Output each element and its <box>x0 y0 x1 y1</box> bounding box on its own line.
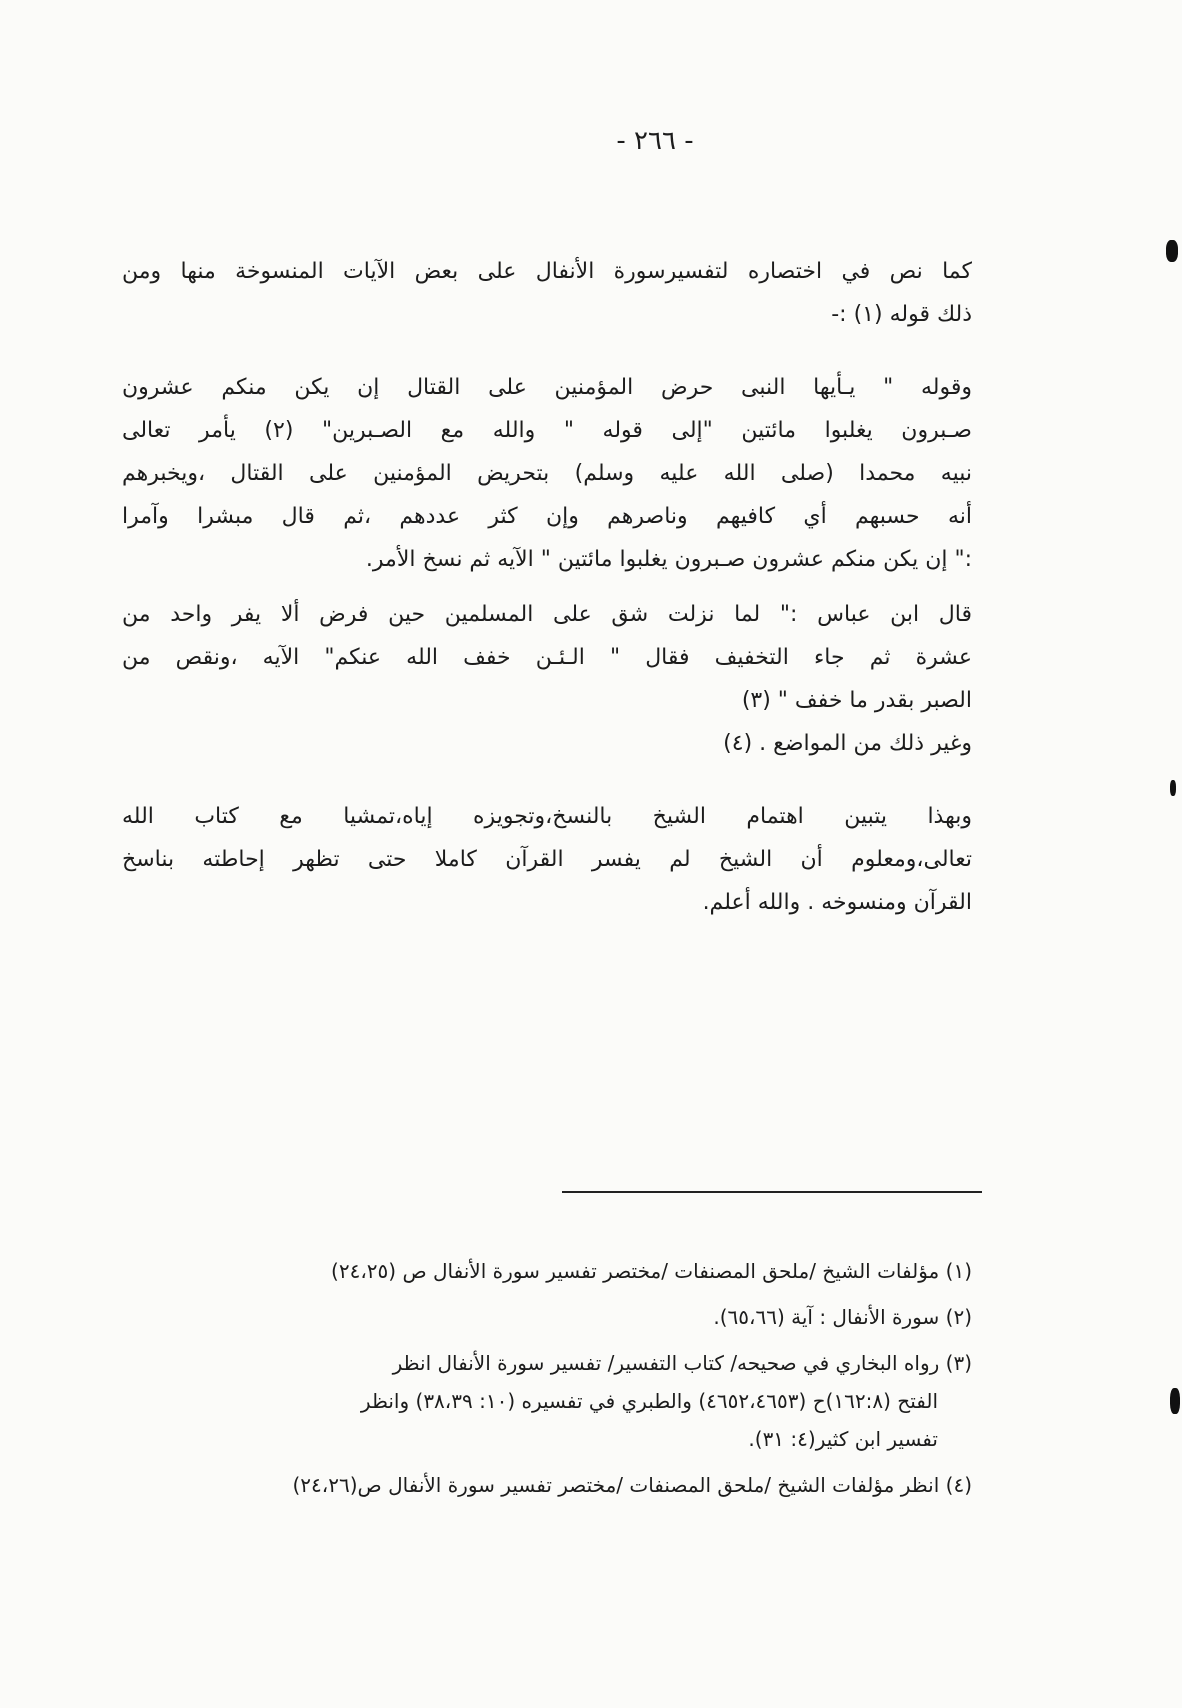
text-line: القرآن ومنسوخه . والله أعلم. <box>702 890 972 915</box>
paragraph-2 <box>122 366 972 581</box>
main-text <box>122 250 972 936</box>
text-line: تعالى،ومعلوم أن الشيخ لم يفسر القرآن كاملا حتى تظهر إحاطته بناسخ <box>122 847 972 872</box>
text-line: :" إن يكن منكم عشرون صـبرون يغلبوا مائتين " الآيه ثم نسخ الأمر. <box>365 547 972 572</box>
footnote-1 <box>92 1252 972 1290</box>
footnote-separator <box>562 1191 982 1193</box>
footnote-line: (٣) رواه البخاري في صحيحه/ كتاب التفسير/ تفسير سورة الأنفال انظر <box>392 1351 972 1375</box>
footnote-line: (٢) سورة الأنفال : آية (٦٥،٦٦). <box>713 1305 972 1329</box>
footnote-line: (١) مؤلفات الشيخ /ملحق المصنفات /مختصر تفسير سورة الأنفال ص (٢٤،٢٥) <box>331 1259 972 1283</box>
footnote-line: الفتح (١٦٢:٨)ح (٤٦٥٢،٤٦٥٣) والطبري في تفسيره (١٠: ٣٨،٣٩) وانظر <box>360 1389 938 1413</box>
text-line: ذلك قوله (١) :- <box>831 302 972 327</box>
text-line: وغير ذلك من المواضع . (٤) <box>723 731 972 756</box>
scan-mark <box>1166 240 1178 262</box>
text-line: قال ابن عباس :" لما نزلت شق على المسلمين حين فرض ألا يفر واحد من <box>122 602 972 627</box>
footnote-2 <box>92 1298 972 1336</box>
text-line: وبهذا يتبين اهتمام الشيخ بالنسخ،وتجويزه إياه،تمشيا مع كتاب الله <box>122 804 972 829</box>
scan-mark <box>1170 780 1176 796</box>
text-line: عشرة ثم جاء التخفيف فقال " الـئـن خفف الله عنكم" الآيه ،ونقص من <box>122 645 972 670</box>
footnote-line: تفسير ابن كثير(٤: ٣١). <box>748 1427 938 1451</box>
footnote-4 <box>92 1466 972 1504</box>
paragraph-4 <box>122 795 972 924</box>
paragraph-3 <box>122 593 972 765</box>
text-line: كما نص في اختصاره لتفسيرسورة الأنفال على بعض الآيات المنسوخة منها ومن <box>122 259 972 284</box>
text-line: وقوله " يـأيها النبى حرض المؤمنين على القتال إن يكن منكم عشرون <box>122 375 972 400</box>
paragraph-1 <box>122 250 972 336</box>
footnote-line: (٤) انظر مؤلفات الشيخ /ملحق المصنفات /مختصر تفسير سورة الأنفال ص(٢٤،٢٦) <box>292 1473 972 1497</box>
text-line: نبيه محمدا (صلى الله عليه وسلم) بتحريض المؤمنين على القتال ،ويخبرهم <box>122 461 972 486</box>
page-number: - ٢٦٦ - <box>616 126 694 156</box>
footnotes <box>92 1252 972 1512</box>
scan-mark <box>1170 1388 1180 1414</box>
text-line: أنه حسبهم أي كافيهم وناصرهم وإن كثر عددهم ،ثم قال مبشرا وآمرا <box>122 504 972 529</box>
text-line: الصبر بقدر ما خفف " (٣) <box>741 688 972 713</box>
text-line: صـبرون يغلبوا مائتين "إلى قوله " والله مع الصـبرين" (٢) يأمر تعالى <box>122 418 972 443</box>
footnote-3 <box>92 1344 972 1458</box>
